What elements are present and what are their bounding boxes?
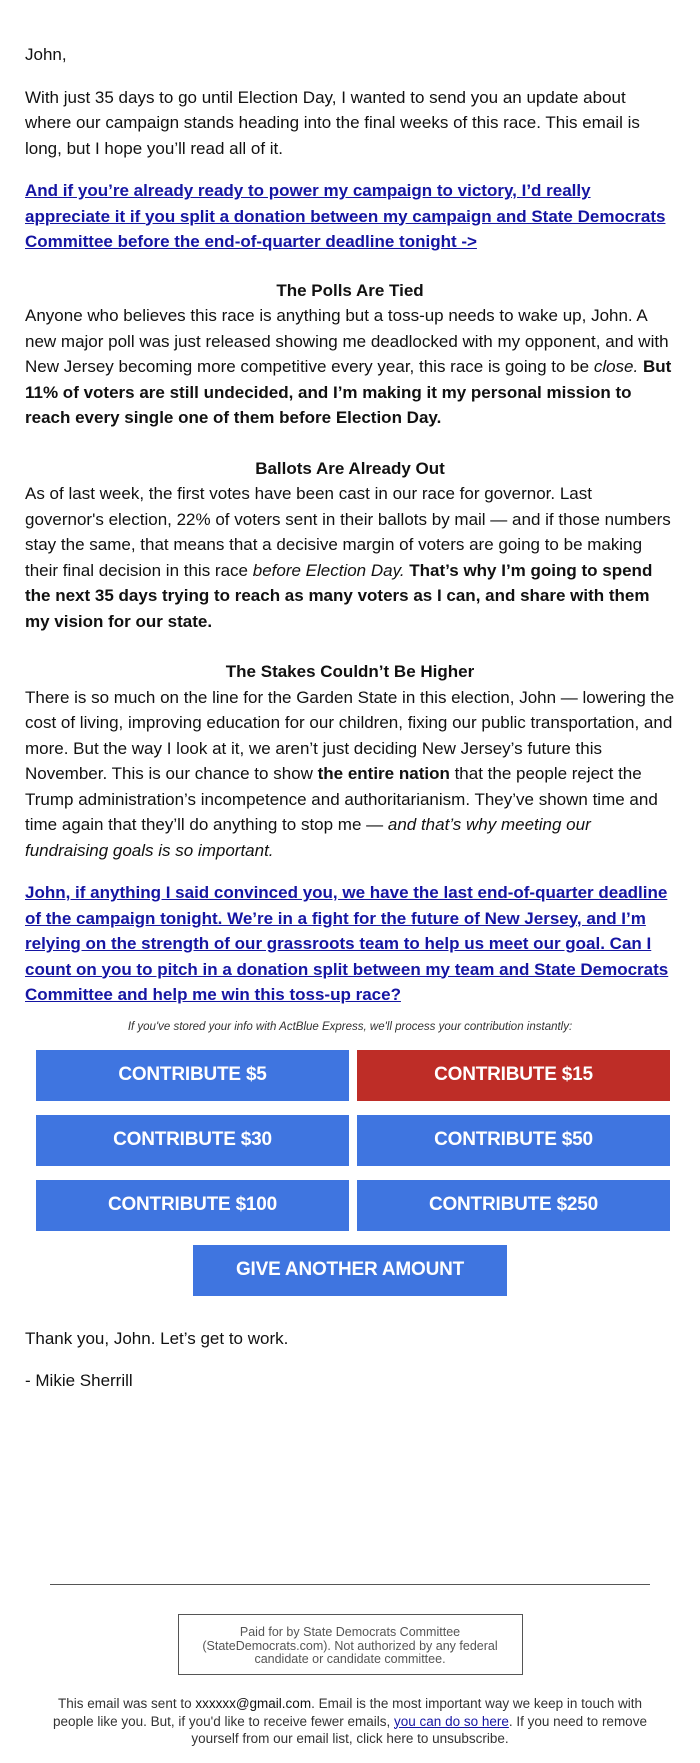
italic-text: and that’s why meeting our fundraising goals is so important.	[25, 815, 591, 860]
text: Anyone who believes this race is anything but a toss-up needs to wake up, John. A new major poll was just released showing me deadlocked with my opponent, and with New Jersey becoming more competitive every year, this race is going to be	[25, 306, 669, 376]
greeting: John,	[25, 45, 67, 64]
divider	[50, 1584, 650, 1585]
contribution-buttons	[36, 1050, 675, 1231]
italic-text: before Election Day.	[252, 560, 405, 580]
contribute-5-button[interactable]: CONTRIBUTE $5	[36, 1050, 349, 1101]
contribute-250-button[interactable]: CONTRIBUTE $250	[357, 1180, 670, 1231]
text: As of last week, the first votes have been cast in our race for governor. Last governor's election, 22% of voters sent in their ballots by mail — and if those numbers stay the same, that means that a decisive margin of voters are going to be making their final decision in this race	[25, 484, 671, 580]
recipient-email: xxxxxx@gmail.com	[195, 1696, 312, 1711]
donate-link-1[interactable]: And if you’re already ready to power my campaign to victory, I’d really appreciate it if you split a donation between my campaign and State Democrats Committee before the end-of-quarter deadline tonight ->	[25, 181, 666, 251]
intro-paragraph: With just 35 days to go until Election Day, I wanted to send you an update about where our campaign stands heading into the final weeks of this race. This email is long, but I hope you’ll read all of it.	[25, 87, 640, 158]
contribute-30-button[interactable]: CONTRIBUTE $30	[36, 1115, 349, 1166]
footer	[0, 1584, 700, 1748]
contribute-100-button[interactable]: CONTRIBUTE $100	[36, 1180, 349, 1231]
section-polls	[25, 278, 675, 431]
section-text	[25, 481, 675, 634]
closing: Thank you, John. Let’s get to work.	[25, 1328, 289, 1348]
give-another-amount-button[interactable]: GIVE ANOTHER AMOUNT	[193, 1245, 507, 1296]
donate-link-2[interactable]: John, if anything I said convinced you, we have the last end-of-quarter deadline of the campaign tonight. We’re in a fight for the future of New Jersey, and I’m relying on the strength of our grassroots team to help us meet our goal. Can I count on you to pitch in a donation split between my team and State Democrats Committee and help me win this toss-up race?	[25, 883, 669, 1004]
text: There is so much on the line for the Garden State in this election, John — lowering the cost of living, improving education for our children, fixing our public transportation, and more. But the way I look at it, we aren’t just deciding New Jersey’s future this November. This is our chance to show	[25, 687, 675, 783]
section-heading: The Stakes Couldn’t Be Higher	[225, 662, 475, 681]
section-text	[25, 303, 675, 431]
section-ballots	[25, 456, 675, 635]
unsubscribe-text	[45, 1695, 655, 1748]
text: that the people reject the Trump administration’s incompetence and authoritarianism. They’ve shown time and time again that they’ll do anything to stop me —	[25, 764, 658, 834]
contribute-50-button[interactable]: CONTRIBUTE $50	[357, 1115, 670, 1166]
bold-text: the entire nation	[317, 764, 450, 783]
section-heading: The Polls Are Tied	[276, 280, 424, 300]
fewer-emails-link[interactable]: you can do so here	[394, 1713, 509, 1729]
italic-text: close.	[593, 357, 639, 376]
section-stakes	[25, 659, 675, 863]
bold-text: But 11% of voters are still undecided, and I’m making it my personal mission to reach every single one of them before Election Day.	[25, 357, 672, 427]
actblue-express-note: If you've stored your info with ActBlue Express, we'll process your contribution instantly:	[127, 1020, 573, 1033]
contribute-15-button[interactable]: CONTRIBUTE $15	[357, 1050, 670, 1101]
unsubscribe-text-suffix[interactable]: . If you need to remove yourself from our email list, click here to unsubscribe.	[191, 1713, 647, 1746]
signature: - Mikie Sherrill	[25, 1371, 133, 1390]
paid-for-disclaimer: Paid for by State Democrats Committee (StateDemocrats.com). Not authorized by any federal candidate or candidate committee.	[178, 1614, 523, 1675]
text: . Email is the most important way we keep in touch with people like you. But, if you'd like to receive fewer emails,	[53, 1696, 642, 1729]
bold-text: That’s why I’m going to spend the next 35 days trying to reach as many voters as I can, and share with them my vision for our state.	[25, 560, 653, 631]
section-text	[25, 685, 675, 864]
text: This email was sent to	[58, 1696, 196, 1711]
section-heading: Ballots Are Already Out	[255, 458, 445, 478]
